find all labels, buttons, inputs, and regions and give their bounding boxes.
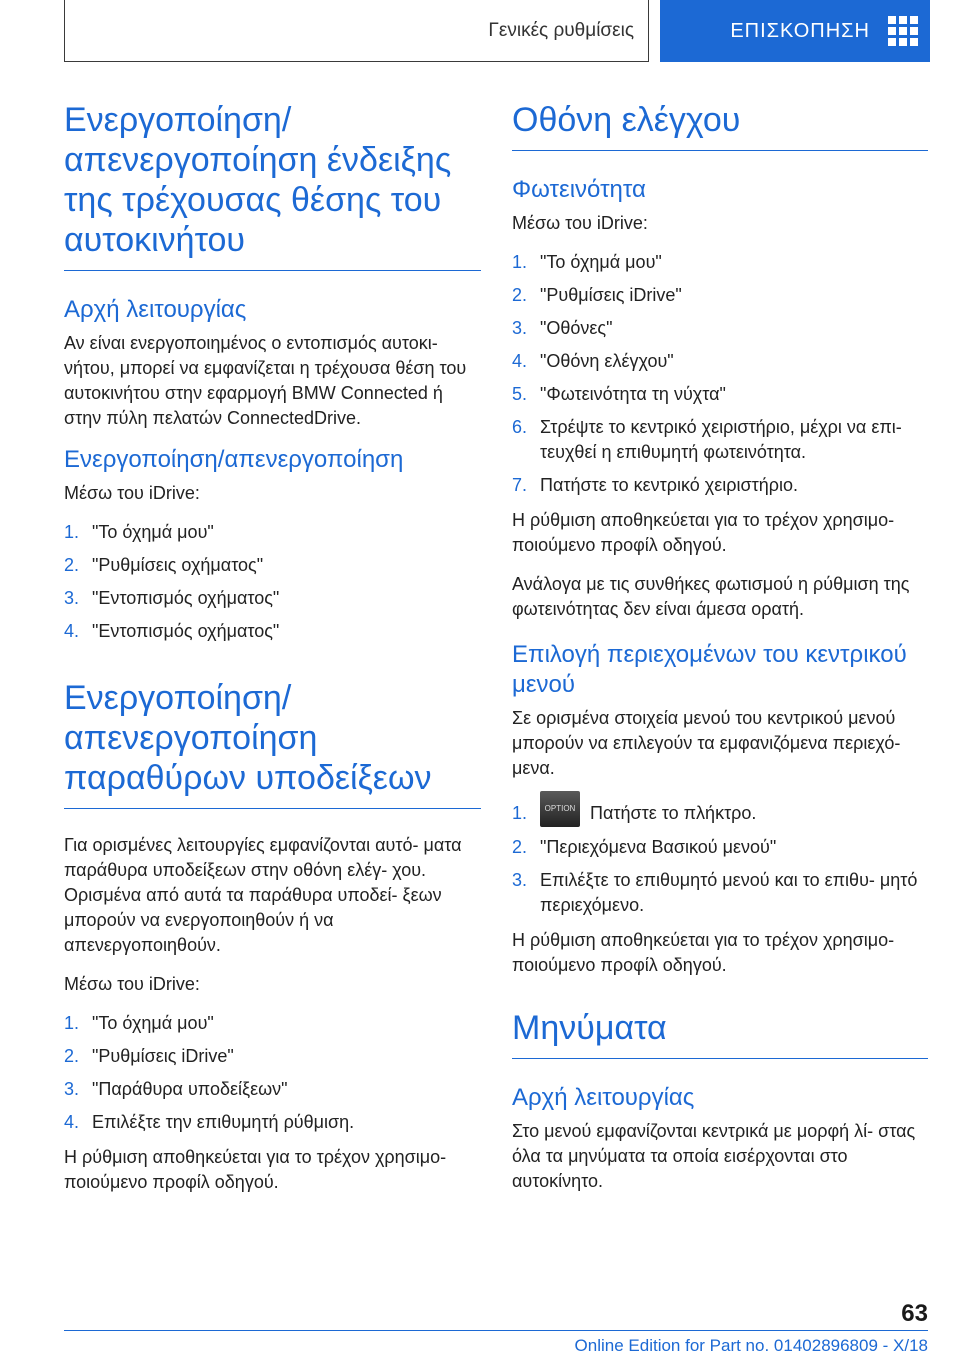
list-item: 2. "Ρυθμίσεις iDrive"	[512, 285, 682, 305]
section-title: Ενεργοποίηση/ απενεργοποίηση ένδειξης της τρέχουσας θέσης του αυτοκινήτου	[64, 101, 452, 259]
list-item: 2. "Ρυθμίσεις iDrive"	[64, 1046, 234, 1066]
section-heading-wrap	[64, 678, 481, 809]
overview-label: ΕΠΙΣΚΟΠΗΣΗ	[730, 19, 870, 42]
list-item: 4. Επιλέξτε την επιθυμητή ρύθμιση.	[64, 1112, 355, 1132]
subheading: Επιλογή περιεχομένων του κεντρικού μενού	[512, 641, 907, 698]
footer-edition: Online Edition for Part no. 01402896809 - X/18	[574, 1336, 928, 1355]
right-column	[512, 100, 928, 1208]
steps-list	[64, 1011, 481, 1135]
paragraph: Η ρύθμιση αποθηκεύεται για το τρέχον χρησιμο- ποιούμενο προφίλ οδηγού.	[64, 1147, 447, 1192]
overview-button[interactable]	[660, 0, 930, 62]
paragraph: Μέσω του iDrive:	[64, 974, 200, 994]
paragraph: Σε ορισμένα στοιχεία μενού του κεντρικού μενού μπορούν να επιλεγούν τα εμφανιζόμενα περιεχό- μενα.	[512, 708, 901, 778]
list-item: 1. "Το όχημά μου"	[64, 522, 214, 542]
list-item: 1. OPTION Πατήστε το πλήκτρο.	[512, 801, 928, 827]
header-section-label: Γενικές ρυθμίσεις	[488, 19, 634, 41]
list-item: 2. "Ρυθμίσεις οχήματος"	[64, 555, 264, 575]
paragraph: Για ορισμένες λειτουργίες εμφανίζονται αυτό- ματα παράθυρα υποδείξεων στην οθόνη ελέγ- χου. Ορισμένα από αυτά τα παράθυρα υποδεί- ξεων μπορούν να ενεργοποιηθούν ή να απενεργοποιηθούν.	[64, 835, 462, 955]
footer-divider	[64, 1330, 928, 1331]
section-title: Μηνύματα	[512, 1009, 667, 1048]
subheading: Αρχή λειτουργίας	[512, 1084, 695, 1112]
paragraph: Η ρύθμιση αποθηκεύεται για το τρέχον χρησιμο- ποιούμενο προφίλ οδηγού.	[512, 930, 895, 976]
paragraph: Ανάλογα με τις συνθήκες φωτισμού η ρύθμιση της φωτεινότητας δεν είναι άμεσα ορατή.	[512, 574, 910, 619]
header-section-tab[interactable]	[64, 0, 649, 62]
paragraph: Μέσω του iDrive:	[512, 213, 648, 233]
subheading: Ενεργοποίηση/απενεργοποίηση	[64, 446, 404, 473]
left-column	[64, 100, 481, 1209]
list-item: 2. "Περιεχόμενα Βασικού μενού"	[512, 837, 777, 858]
subheading: Φωτεινότητα	[512, 176, 646, 203]
section-title: Ενεργοποίηση/ απενεργοποίηση παραθύρων υποδείξεων	[64, 679, 432, 797]
section-title: Οθόνη ελέγχου	[512, 101, 741, 139]
list-item: 6. Στρέψτε το κεντρικό χειριστήριο, μέχρι να επι- τευχθεί η επιθυμητή φωτεινότητα.	[512, 417, 902, 462]
section-heading-wrap	[64, 100, 481, 271]
steps-list	[512, 801, 928, 918]
list-item: 1. "Το όχημά μου"	[64, 1013, 214, 1033]
list-item: 3. "Εντοπισμός οχήματος"	[64, 588, 280, 608]
steps-list	[512, 250, 928, 498]
section-heading-wrap	[512, 100, 928, 151]
subheading: Αρχή λειτουργίας	[64, 296, 247, 323]
paragraph: Στο μενού εμφανίζονται κεντρικά με μορφή λί- στας όλα τα μηνύματα τα οποία εισέρχονται στο αυτοκίνητο.	[512, 1121, 916, 1192]
paragraph: Μέσω του iDrive:	[64, 483, 200, 503]
option-button-icon: OPTION	[540, 791, 580, 827]
list-item: 3. "Παράθυρα υποδείξεων"	[64, 1079, 288, 1099]
list-item: 5. "Φωτεινότητα τη νύχτα"	[512, 384, 726, 404]
paragraph: Η ρύθμιση αποθηκεύεται για το τρέχον χρησιμο- ποιούμενο προφίλ οδηγού.	[512, 510, 895, 555]
paragraph: Αν είναι ενεργοποιημένος ο εντοπισμός αυτοκι- νήτου, μπορεί να εμφανίζεται η τρέχουσα θέση του αυτοκινήτου στην εφαρμογή BMW Connected ή στην πύλη πελατών ConnectedDrive.	[64, 333, 467, 428]
list-item: 4. "Οθόνη ελέγχου"	[512, 351, 674, 371]
list-item: 3. "Οθόνες"	[512, 318, 613, 338]
grid-icon	[888, 16, 918, 46]
list-item: 3. Επιλέξτε το επιθυμητό μενού και το επιθυ- μητό περιεχόμενο.	[512, 870, 918, 916]
section-heading-wrap	[512, 1008, 928, 1059]
page-number: 63	[901, 1300, 928, 1327]
list-item: 7. Πατήστε το κεντρικό χειριστήριο.	[512, 475, 798, 495]
list-item: 4. "Εντοπισμός οχήματος"	[64, 621, 280, 641]
steps-list	[64, 520, 481, 644]
list-item: 1. "Το όχημά μου"	[512, 252, 662, 272]
